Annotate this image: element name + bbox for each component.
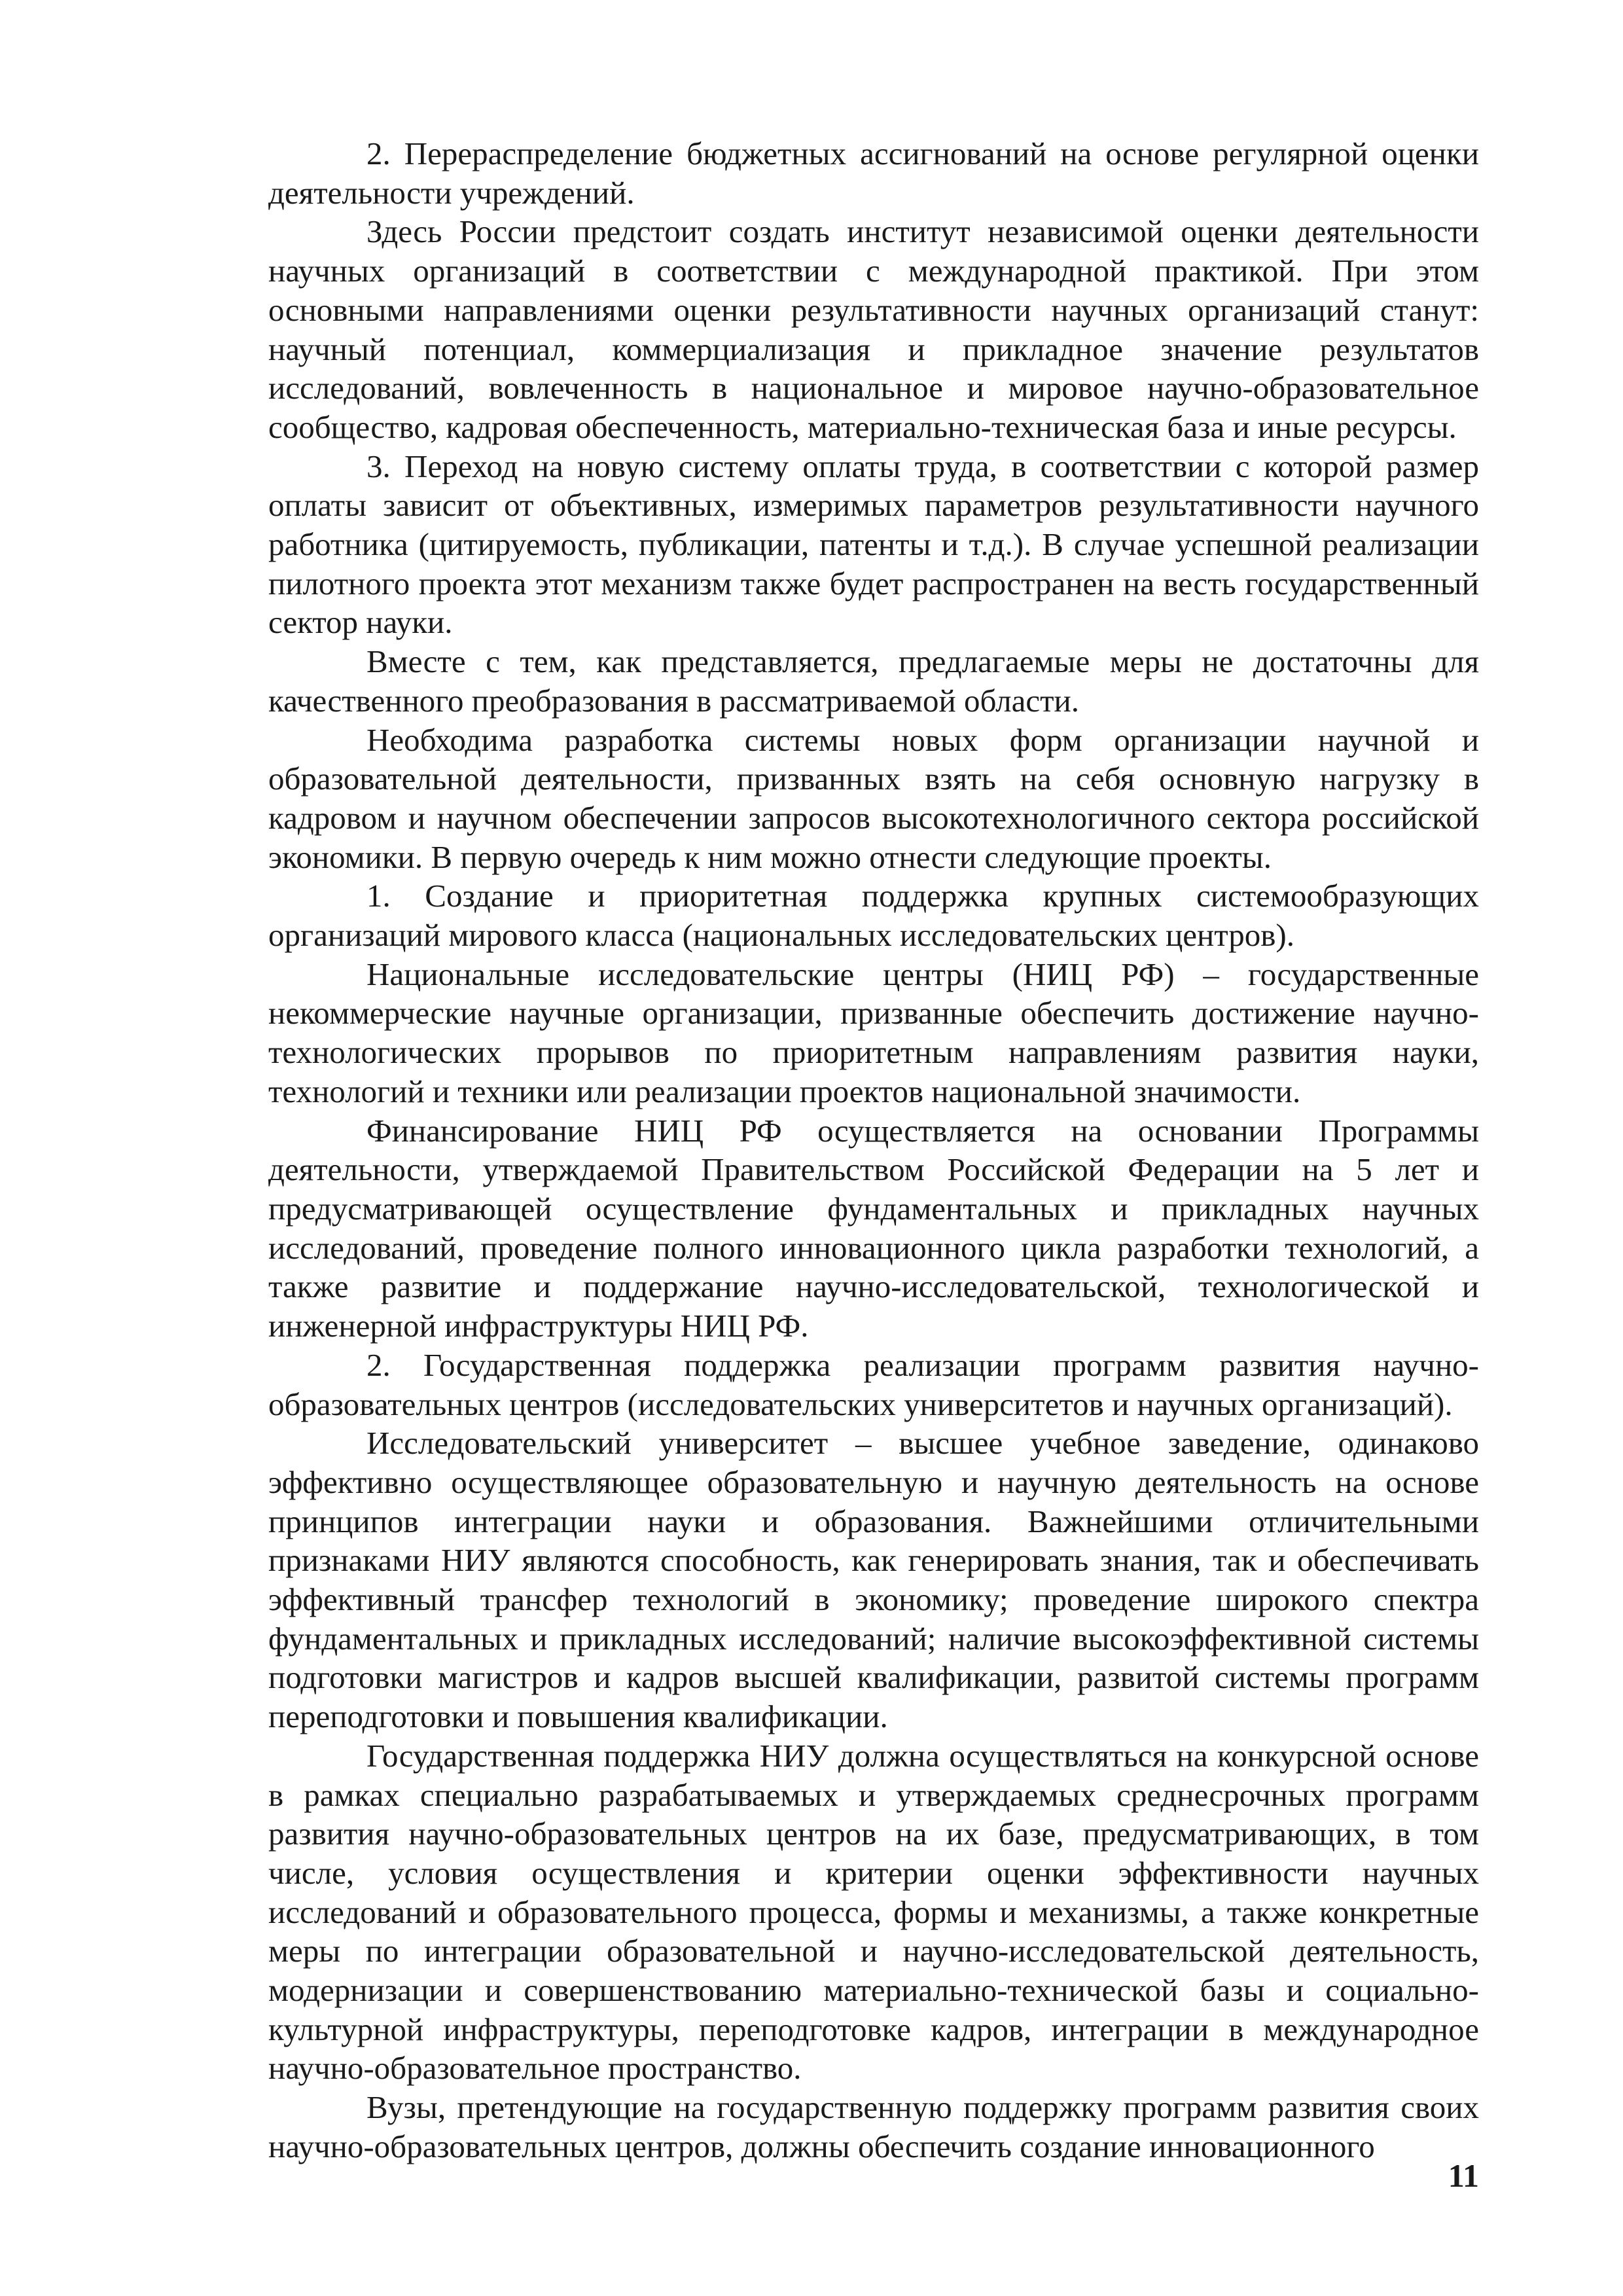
paragraph: Исследовательский университет – высшее учебное заведение, одинаково эффективно осуществляющее образовательную и научную деятельность на основе принципов интеграции науки и образования. Важнейшими отличительными признаками НИУ являются способность, как генерировать знания, так и обеспечивать эффективный трансфер технологий в экономику; проведение широкого спектра фундаментальных и прикладных исследований; наличие высокоэффективной системы подготовки магистров и кадров высшей квалификации, развитой системы программ переподготовки и повышения квалификации. bbox=[268, 1425, 1479, 1735]
page-number: 11 bbox=[1448, 2157, 1479, 2194]
paragraph: 2. Перераспределение бюджетных ассигнований на основе регулярной оценки деятельности учреждений. bbox=[268, 135, 1479, 211]
paragraph: Вместе с тем, как представляется, предлагаемые меры не достаточны для качественного преобразования в рассматриваемой области. bbox=[268, 643, 1479, 719]
paragraph: Вузы, претендующие на государственную поддержку программ развития своих научно-образовательных центров, должны обеспечить создание инновационного bbox=[268, 2089, 1479, 2164]
paragraph: Необходима разработка системы новых форм организации научной и образовательной деятельности, призванных взять на себя основную нагрузку в кадровом и научном обеспечении запросов высокотехнологичного сектора российской экономики. В первую очередь к ним можно отнести следующие проекты. bbox=[268, 721, 1479, 875]
document-body bbox=[268, 134, 1479, 2166]
paragraph: 3. Переход на новую систему оплаты труда, в соответствии с которой размер оплаты зависит от объективных, измеримых параметров результативности научного работника (цитируемость, публикации, патенты и т.д.). В случае успешной реализации пилотного проекта этот механизм также будет распространен на весть государственный сектор науки. bbox=[268, 448, 1479, 641]
paragraph: Государственная поддержка НИУ должна осуществляться на конкурсной основе в рамках специально разрабатываемых и утверждаемых среднесрочных программ развития научно-образовательных центров на их базе, предусматривающих, в том числе, условия осуществления и критерии оценки эффективности научных исследований и образовательного процесса, формы и механизмы, а также конкретные меры по интеграции образовательной и научно-исследовательской деятельность, модернизации и совершенствованию материально-технической базы и социально-культурной инфраструктуры, переподготовке кадров, интеграции в международное научно-образовательное пространство. bbox=[268, 1737, 1479, 2087]
paragraph: 2. Государственная поддержка реализации программ развития научно-образовательных центров (исследовательских университетов и научных организаций). bbox=[268, 1346, 1479, 1422]
paragraph: Здесь России предстоит создать институт независимой оценки деятельности научных организаций в соответствии с международной практикой. При этом основными направлениями оценки результативности научных организаций станут: научный потенциал, коммерциализация и прикладное значение результатов исследований, вовлеченность в национальное и мировое научно-образовательное сообщество, кадровая обеспеченность, материально-техническая база и иные ресурсы. bbox=[268, 213, 1479, 445]
paragraph: 1. Создание и приоритетная поддержка крупных системообразующих организаций мирового класса (национальных исследовательских центров). bbox=[268, 878, 1479, 954]
paragraph: Финансирование НИЦ РФ осуществляется на основании Программы деятельности, утверждаемой Правительством Российской Федерации на 5 лет и предусматривающей осуществление фундаментальных и прикладных научных исследований, проведение полного инновационного цикла разработки технологий, а также развитие и поддержание научно-исследовательской, технологической и инженерной инфраструктуры НИЦ РФ. bbox=[268, 1112, 1479, 1344]
paragraph: Национальные исследовательские центры (НИЦ РФ) – государственные некоммерческие научные организации, призванные обеспечить достижение научно-технологических прорывов по приоритетным направлениям развития науки, технологий и техники или реализации проектов национальной значимости. bbox=[268, 956, 1479, 1109]
